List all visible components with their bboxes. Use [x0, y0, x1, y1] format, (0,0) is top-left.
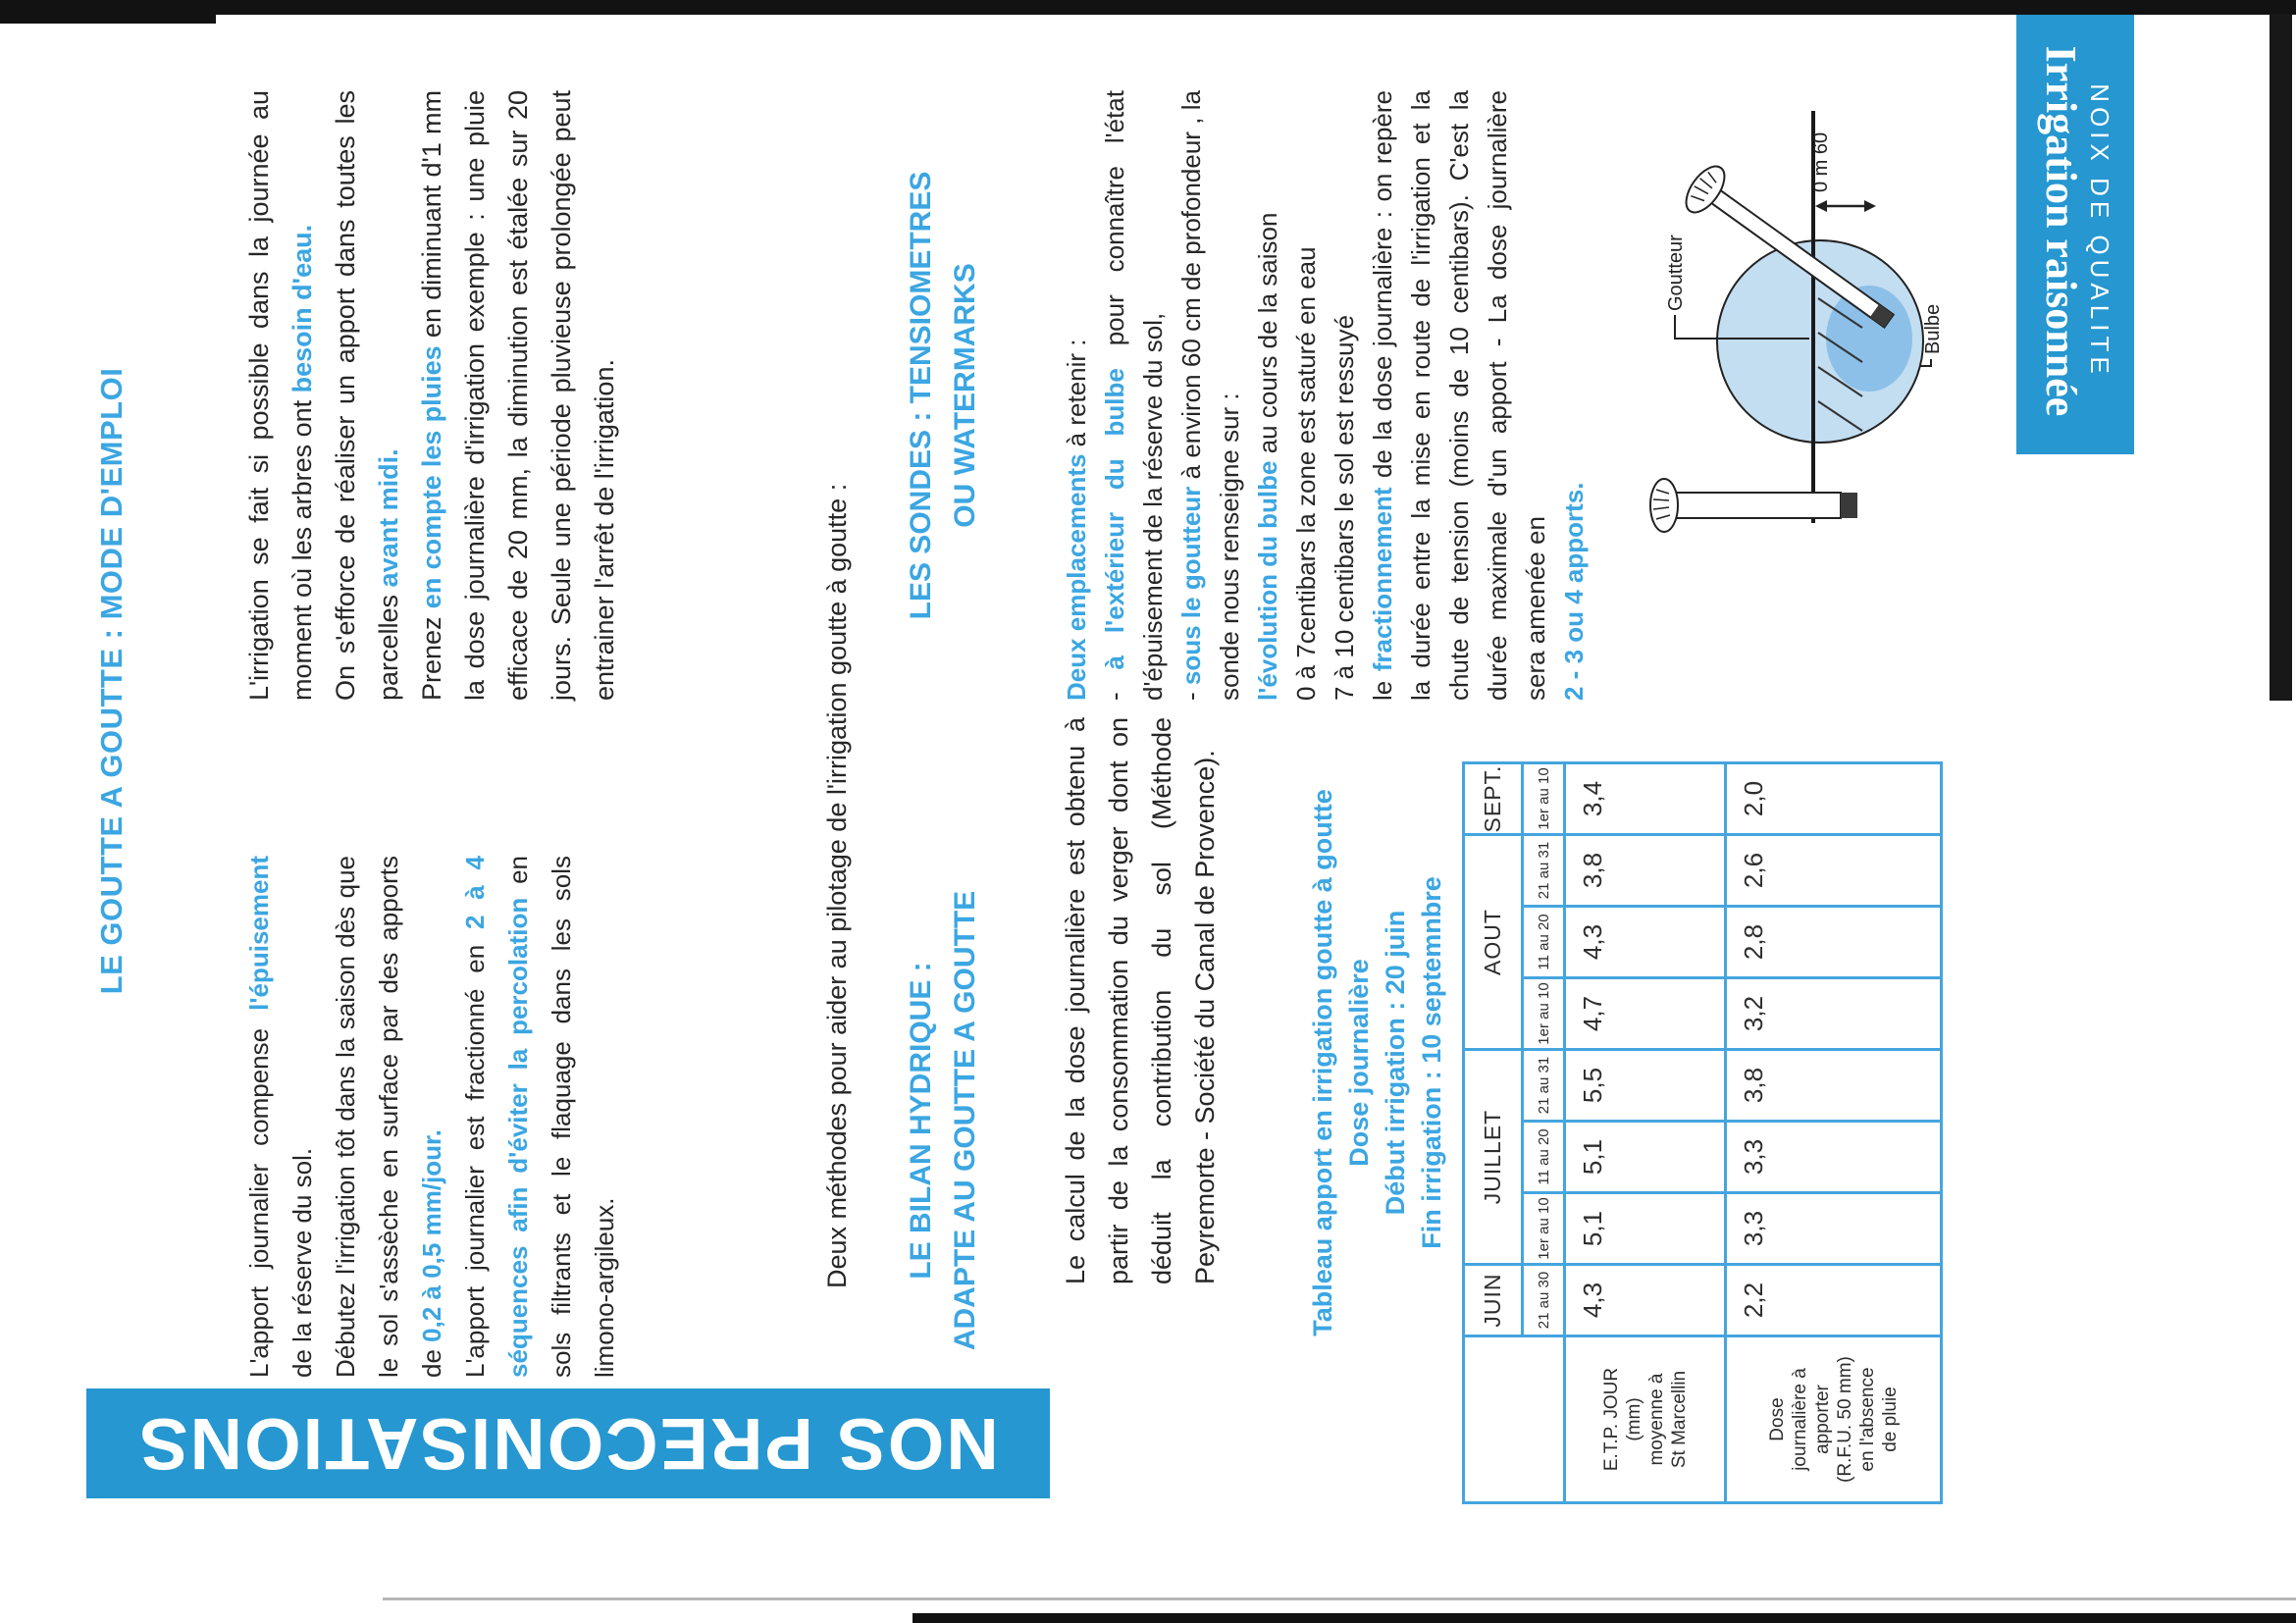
text-run: Le calcul de la dose journalière est obtenu à partir de la consommation du verger dont on déduit la contribution du sol (Méthode Peyremorte - Société du Canal de Provence).	[1061, 717, 1220, 1284]
highlighted-text: en compte les pluies	[417, 345, 446, 609]
table-row	[1726, 763, 1942, 1503]
period-header: 1er au 10	[1523, 763, 1565, 835]
value-cell: 3,3	[1726, 1122, 1942, 1193]
highlighted-text: sous le goutteur	[1176, 486, 1206, 686]
value-cell: 3,8	[1565, 835, 1726, 907]
row-label: E.T.P. JOUR (mm) moyenne à St Marcellin	[1565, 1336, 1726, 1503]
highlighted-text: 0,2 à 0,5 mm/jour.	[417, 1129, 446, 1342]
highlighted-text: l'évolution du bulbe	[1253, 460, 1282, 701]
vertical-tensiometer	[1650, 479, 1857, 532]
scan-edge-right	[2270, 14, 2292, 701]
text-run: à environ 60 cm de profondeur , la sonde nous renseigne sur :	[1176, 90, 1244, 701]
scan-edge-bottom	[913, 1613, 2296, 1623]
value-cell: 3,4	[1565, 763, 1726, 835]
text-run: en sols filtrants et le flaquage dans les sols limono-argileux.	[503, 856, 619, 1378]
text-run: pour connaître l'état d'épuisement de la réserve du sol, -	[1100, 90, 1206, 701]
section1-title: LE GOUTTE A GOUTTE : MODE D'EMPLOI	[94, 367, 129, 995]
depth-arrow	[1815, 200, 1876, 212]
bilan-paragraph	[1054, 717, 1226, 1284]
bulbe-label: Bulbe	[1922, 303, 1944, 354]
highlighted-text: fractionnement	[1368, 487, 1397, 672]
value-cell: 3,3	[1726, 1193, 1942, 1265]
text-run: de la réserve du sol. Débutez l'irrigation tôt dans la saison dès que le sol s'assèche en surface par des apports de	[287, 856, 446, 1378]
table-intro: Tableau apport en irrigation goutte à goutte Dose journalière Début irrigation : 20 juin Fin irrigation : 10 septemnbre	[1308, 789, 1446, 1336]
month-header: JUILLET	[1464, 1050, 1523, 1265]
value-cell: 2,6	[1726, 835, 1942, 907]
cover-subtitle: NOIX DE QUALITE	[2085, 83, 2114, 379]
page-fold-line	[383, 1597, 2296, 1600]
value-cell: 3,8	[1726, 1050, 1942, 1122]
sondes-heading: LES SONDES : TENSIOMETRES OU WATERMARKS	[905, 171, 981, 620]
highlighted-text: à l'extérieur du bulbe	[1100, 368, 1129, 670]
month-header: JUIN	[1464, 1265, 1523, 1336]
text-run: L'irrigation se fait si possible dans la journée au moment où les arbres ont	[244, 90, 317, 701]
dose-table	[1462, 761, 1943, 1504]
month-header: AOUT	[1464, 835, 1523, 1050]
text-run: à retenir : -	[1062, 339, 1129, 701]
period-header: 11 au 20	[1523, 907, 1565, 978]
section1-right-paragraph	[237, 90, 626, 701]
value-cell: 2,0	[1726, 763, 1942, 835]
section1-left-paragraph	[237, 856, 626, 1378]
value-cell: 5,1	[1565, 1122, 1726, 1193]
value-cell: 3,2	[1726, 978, 1942, 1050]
value-cell: 5,1	[1565, 1193, 1726, 1265]
period-header: 21 au 31	[1523, 1050, 1565, 1122]
period-header: 1er au 10	[1523, 1193, 1565, 1265]
value-cell: 4,7	[1565, 978, 1726, 1050]
highlighted-text: 2 à 4 séquences afin d'éviter la percolation	[460, 855, 533, 1378]
cover-title: Irrigation raisonnée	[2037, 45, 2085, 417]
highlighted-text: l'épuisement	[244, 856, 274, 1011]
text-run: Prenez	[417, 608, 446, 701]
period-header: 21 au 30	[1523, 1265, 1565, 1336]
period-header: 1er au 10	[1523, 978, 1565, 1050]
goutteur-label: Goutteur	[1665, 235, 1687, 311]
scan-edge-top	[0, 0, 2296, 15]
value-cell: 4,3	[1565, 907, 1726, 978]
text-run: L'apport journalier est fractionné en	[460, 929, 490, 1378]
text-run: de la dose journalière : on repère la durée entre la mise en route de l'irrigation et la chute de tension (moins de 10 centibars). C'est la durée maximale d'un apport - La dose journalière sera amenée en	[1368, 90, 1550, 701]
sondes-paragraph	[1058, 90, 1593, 701]
depth-label: 0 m 60	[1810, 131, 1832, 192]
table-row	[1565, 763, 1726, 1503]
highlighted-text: 2 - 3 ou 4 apports.	[1559, 482, 1589, 701]
value-cell: 2,8	[1726, 907, 1942, 978]
table-corner-cell	[1464, 1336, 1565, 1503]
side-banner-text: NOS PRECONISATIONS	[137, 1403, 999, 1485]
bulb-diagram	[1619, 43, 1957, 553]
highlighted-text: avant midi.	[374, 448, 403, 588]
value-cell: 5,5	[1565, 1050, 1726, 1122]
highlighted-text: besoin d'eau.	[287, 224, 317, 393]
text-run: On s'efforce de réaliser un apport dans toutes les parcelles	[331, 90, 403, 701]
value-cell: 2,2	[1726, 1265, 1942, 1336]
cover-banner	[2016, 8, 2134, 454]
scan-edge-top-corner	[0, 0, 216, 24]
month-header: SEPT.	[1464, 763, 1523, 835]
value-cell: 4,3	[1565, 1265, 1726, 1336]
methods-intro-line: Deux méthodes pour aider au pilotage de l'irrigation goutte à goutte :	[822, 483, 852, 1288]
period-header: 21 au 31	[1523, 835, 1565, 907]
row-label: Dose journalière à apporter (R.F.U. 50 mm) en l'absence de pluie	[1726, 1336, 1942, 1503]
text-run: au cours de la saison 0 à 7centibars la zone est saturé en eau 7 à 10 centibars le sol est ressuyé le	[1253, 212, 1397, 701]
period-header: 11 au 20	[1523, 1122, 1565, 1193]
text-run: en diminuant d'1 mm la dose journalière d'irrigation exemple : une pluie efficace de 20 mm, la diminution est étalée sur 20 jours. Seule une période pluvieuse prolongée peut entrainer l'arrêt de l'irrigation.	[417, 90, 619, 701]
highlighted-text: Deux emplacements	[1062, 453, 1091, 701]
side-banner	[86, 1388, 1050, 1498]
text-run: L'apport journalier compense	[244, 1010, 274, 1378]
bilan-heading: LE BILAN HYDRIQUE : ADAPTE AU GOUTTE A GOUTTE	[905, 890, 981, 1351]
